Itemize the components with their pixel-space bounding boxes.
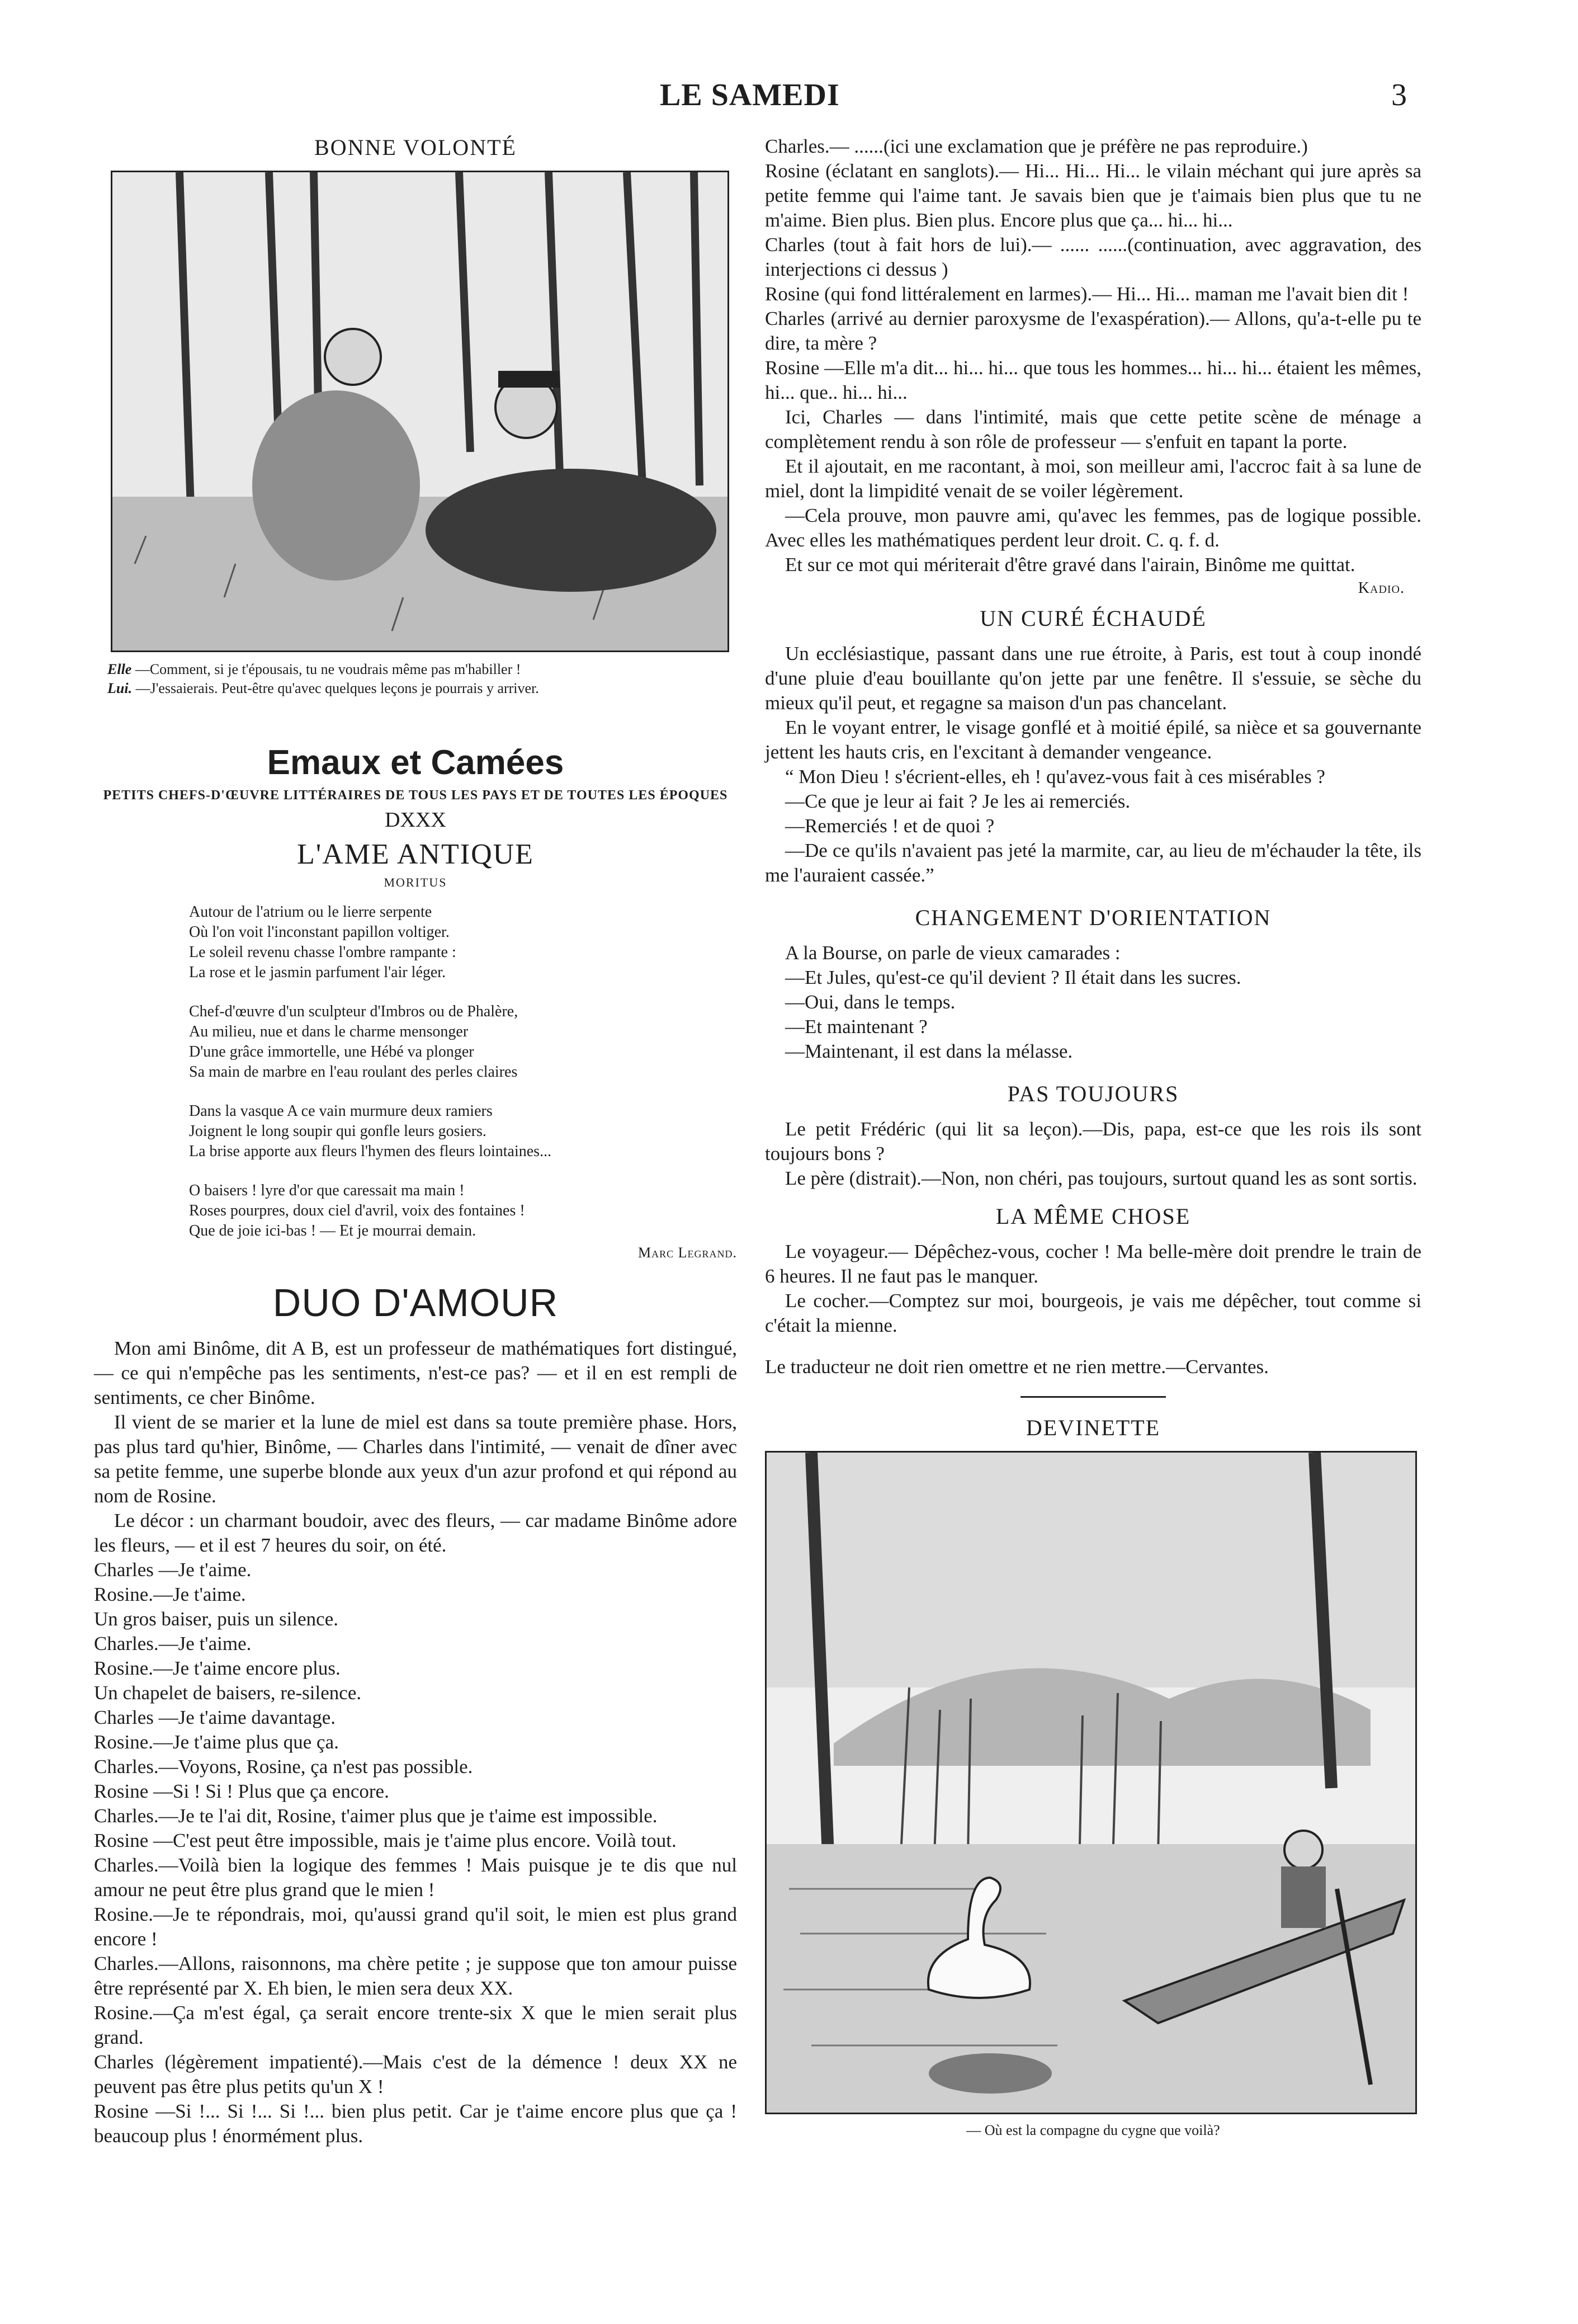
meme-article — [765, 1239, 1421, 1338]
poem-line: Le soleil revenu chasse l'ombre rampante : — [189, 944, 456, 961]
duo-article — [94, 1336, 737, 2148]
orientation-line: —Oui, dans le temps. — [785, 991, 956, 1013]
duo-line: Rosine —Elle m'a dit... hi... hi... que tous les hommes... hi... hi... étaient les mêmes, hi... que.. hi... hi... — [765, 357, 1421, 403]
toujours-article — [765, 1117, 1421, 1191]
poem-line: La brise apporte aux fleurs l'hymen des fleurs lointaines... — [189, 1143, 552, 1160]
duo-line: Rosine (éclatant en sanglots).— Hi... Hi... Hi... le vilain méchant qui jure après sa petite femme qui l'aime tant. Je savais bien que je t'aimais bien plus que tu ne m'aime. Bien plus. Bien plus. Encore plus que ça... hi... hi... — [765, 160, 1421, 231]
devinette-caption: — Où est la compagne du cygne que voilà? — [966, 2122, 1220, 2138]
orientation-line: A la Bourse, on parle de vieux camarades : — [785, 942, 1121, 964]
duo-line: Charles.—Voyons, Rosine, ça n'est pas possible. — [94, 1756, 473, 1778]
cure-title: UN CURÉ ÉCHAUDÉ — [980, 606, 1207, 631]
cervantes-quote: Le traducteur ne doit rien omettre et ne rien mettre.—Cervantes. — [765, 1356, 1269, 1378]
meme-line: Le cocher.—Comptez sur moi, bourgeois, je vais me dépêcher, tout comme si c'était la mienne. — [765, 1290, 1421, 1336]
devinette-illustration — [765, 1451, 1417, 2114]
poem-form: MORITUS — [384, 875, 447, 889]
duo-line: Charles.—Voilà bien la logique des femmes ! Mais puisque je te dis que nul amour ne peut être plus grand que le mien ! — [94, 1854, 737, 1901]
toujours-title: PAS TOUJOURS — [1007, 1081, 1179, 1106]
poem-line: La rose et le jasmin parfument l'air léger. — [189, 964, 446, 981]
caption-speaker-lui: Lui. — [107, 680, 133, 696]
cure-paragraph: En le voyant entrer, le visage gonflé et à moitié épilé, sa nièce et sa gouvernante jettent les hauts cris, en l'excitant à demander vengeance. — [765, 716, 1421, 763]
poem-line: D'une grâce immortelle, une Hébé va plonger — [189, 1043, 474, 1060]
duo-line: Charles —Je t'aime davantage. — [94, 1707, 336, 1728]
poem-line: Roses pourpres, doux ciel d'avril, voix des fontaines ! — [189, 1202, 525, 1219]
poem-signature: Marc Legrand. — [637, 1245, 737, 1261]
duo-line: Rosine.—Je t'aime. — [94, 1583, 246, 1605]
cure-paragraph: Un ecclésiastique, passant dans une rue étroite, à Paris, est tout à coup inondé d'une pluie d'eau bouillante qu'on jette par une fenêtre. Il s'essuie, se sèche du mieux qu'il peut, et regagne sa maison d'un pas chancelant. — [765, 643, 1421, 714]
duo-line: Charles (arrivé au dernier paroxysme de l'exaspération).— Allons, qu'a-t-elle pu te dire, ta mère ? — [765, 308, 1421, 354]
duo-line: Un chapelet de baisers, re-silence. — [94, 1682, 362, 1704]
section-divider — [1020, 1396, 1166, 1398]
duo-line: Charles.—Je t'aime. — [94, 1633, 252, 1654]
page-header-title: LE SAMEDI — [660, 78, 840, 112]
duo-line: Rosine.—Je te répondrais, moi, qu'aussi grand qu'il soit, le mien est plus grand encore ! — [94, 1903, 737, 1950]
duo-line: Charles —Je t'aime. — [94, 1559, 252, 1581]
duo-line: Rosine —Si ! Si ! Plus que ça encore. — [94, 1780, 389, 1802]
orientation-article — [765, 941, 1421, 1064]
duo-line: Charles (tout à fait hors de lui).— ...... ......(continuation, avec aggravation, des interjections ci dessus ) — [765, 234, 1421, 280]
bonne-volonte-caption — [107, 660, 737, 698]
duo-title: DUO D'AMOUR — [272, 1281, 559, 1324]
emaux-subtitle: PETITS CHEFS-D'ŒUVRE LITTÉRAIRES DE TOUS LES PAYS ET DE TOUTES LES ÉPOQUES — [103, 788, 728, 803]
meme-line: Le voyageur.— Dépêchez-vous, cocher ! Ma belle-mère doit prendre le train de 6 heures. Il ne faut pas le manquer. — [765, 1241, 1421, 1287]
poem-stanza — [189, 1181, 737, 1241]
caption-line-lui: —J'essaierais. Peut-être qu'avec quelques leçons je pourrais y arriver. — [135, 680, 539, 696]
poem-line: Que de joie ici-bas ! — Et je mourrai demain. — [189, 1222, 476, 1239]
duo-continuation — [765, 134, 1421, 597]
poem-stanza — [189, 902, 737, 983]
meme-title: LA MÊME CHOSE — [995, 1204, 1191, 1229]
orientation-line: —Et maintenant ? — [785, 1016, 928, 1038]
duo-line: Charles.— ......(ici une exclamation que je préfère ne pas reproduire.) — [765, 135, 1308, 157]
poem-stanza — [189, 1002, 737, 1082]
poem-title: L'AME ANTIQUE — [297, 838, 534, 870]
forest-couple-engraving — [112, 172, 727, 650]
duo-line: Rosine (qui fond littéralement en larmes).— Hi... Hi... maman me l'avait bien dit ! — [765, 283, 1409, 305]
toujours-line: Le père (distrait).—Non, non chéri, pas toujours, surtout quand les as sont sortis. — [785, 1167, 1418, 1189]
devinette-title: DEVINETTE — [1026, 1415, 1161, 1440]
duo-paragraph: Et il ajoutait, en me racontant, à moi, son meilleur ami, l'accroc fait à sa lune de miel, dont la limpidité venait de se voiler légèrement. — [765, 455, 1421, 502]
bonne-volonte-illustration — [111, 171, 729, 652]
duo-paragraph: Ici, Charles — dans l'intimité, mais que cette petite scène de ménage a complètement rendu à son rôle de professeur — s'enfuit en tapant la porte. — [765, 406, 1421, 452]
duo-line: Rosine.—Je t'aime encore plus. — [94, 1657, 341, 1679]
caption-line-elle: —Comment, si je t'épousais, tu ne voudrais même pas m'habiller ! — [135, 661, 521, 677]
poem-line: Autour de l'atrium ou le lierre serpente — [189, 903, 432, 921]
emaux-numeral: DXXX — [385, 808, 446, 832]
poem-line: Au milieu, nue et dans le charme mensonger — [189, 1023, 469, 1040]
duo-line: Rosine —C'est peut être impossible, mais je t'aime plus encore. Voilà tout. — [94, 1830, 677, 1851]
lake-swan-engraving — [767, 1453, 1415, 2113]
duo-line: Charles (légèrement impatienté).—Mais c'est de la démence ! deux XX ne peuvent pas être plus petits qu'un X ! — [94, 2051, 737, 2097]
poem-stanza — [189, 1101, 737, 1162]
duo-paragraph: Et sur ce mot qui mériterait d'être gravé dans l'airain, Binôme me quittat. — [785, 554, 1355, 576]
toujours-line: Le petit Frédéric (qui lit sa leçon).—Dis, papa, est-ce que les rois ils sont toujours bons ? — [765, 1118, 1421, 1165]
duo-paragraph: Mon ami Binôme, dit A B, est un professeur de mathématiques fort distingué, — ce qui n'empêche pas les sentiments, n'est-ce pas? — et il en est rempli de sentiments, ce cher Binôme. — [94, 1337, 737, 1408]
cure-paragraph: —De ce qu'ils n'avaient pas jeté la marmite, car, au lieu de m'échauder la tête, ils me l'auraient cassée.” — [765, 840, 1421, 886]
poem-line: Joignent le long soupir qui gonfle leurs gosiers. — [189, 1123, 486, 1140]
cure-article — [765, 642, 1421, 888]
orientation-line: —Et Jules, qu'est-ce qu'il devient ? Il était dans les sucres. — [785, 967, 1241, 988]
cure-paragraph: —Ce que je leur ai fait ? Je les ai remerciés. — [785, 790, 1131, 812]
orientation-line: —Maintenant, il est dans la mélasse. — [785, 1040, 1073, 1062]
duo-signature: Kadio. — [1358, 579, 1405, 597]
duo-line: Rosine —Si !... Si !... Si !... bien plus petit. Car je t'aime encore plus que ça ! beaucoup plus ! énormément plus. — [94, 2100, 737, 2147]
poem-line: O baisers ! lyre d'or que caressait ma main ! — [189, 1182, 465, 1199]
bonne-volonte-title: BONNE VOLONTÉ — [314, 135, 517, 160]
poem-line: Sa main de marbre en l'eau roulant des perles claires — [189, 1063, 518, 1081]
emaux-title: Emaux et Camées — [267, 743, 564, 782]
duo-line: Un gros baiser, puis un silence. — [94, 1608, 338, 1630]
poem-body — [189, 902, 737, 1241]
cure-paragraph: —Remerciés ! et de quoi ? — [785, 815, 995, 837]
poem-line: Dans la vasque A ce vain murmure deux ramiers — [189, 1102, 493, 1120]
cure-paragraph: “ Mon Dieu ! s'écrient-elles, eh ! qu'avez-vous fait à ces misérables ? — [785, 766, 1325, 788]
duo-line: Charles.—Je te l'ai dit, Rosine, t'aimer plus que je t'aime est impossible. — [94, 1805, 658, 1827]
duo-line: Charles.—Allons, raisonnons, ma chère petite ; je suppose que ton amour puisse être représenté par X. Eh bien, le mien sera deux XX. — [94, 1953, 737, 1999]
right-column — [765, 134, 1421, 2139]
duo-paragraph: Il vient de se marier et la lune de miel est dans sa toute première phase. Hors, pas plus tard qu'hier, Binôme, — Charles dans l'intimité, — venait de dîner avec sa petite femme, une superbe blonde aux yeux d'un azur profond et qui répond au nom de Rosine. — [94, 1411, 737, 1507]
caption-speaker-elle: Elle — [107, 661, 132, 677]
duo-line: Rosine.—Je t'aime plus que ça. — [94, 1731, 339, 1753]
duo-line: Rosine.—Ça m'est égal, ça serait encore trente-six X que le mien serait plus grand. — [94, 2002, 737, 2048]
duo-paragraph: —Cela prouve, mon pauvre ami, qu'avec les femmes, pas de logique possible. Avec elles les mathématiques perdent leur droit. C. q. f. d. — [765, 505, 1421, 551]
poem-line: Chef-d'œuvre d'un sculpteur d'Imbros ou de Phalère, — [189, 1003, 518, 1020]
poem-line: Où l'on voit l'inconstant papillon voltiger. — [189, 923, 450, 941]
duo-paragraph: Le décor : un charmant boudoir, avec des fleurs, — car madame Binôme adore les fleurs, — et il est 7 heures du soir, on été. — [94, 1510, 737, 1556]
page-number: 3 — [1391, 78, 1407, 112]
left-column — [94, 134, 737, 2148]
orientation-title: CHANGEMENT D'ORIENTATION — [915, 905, 1272, 930]
